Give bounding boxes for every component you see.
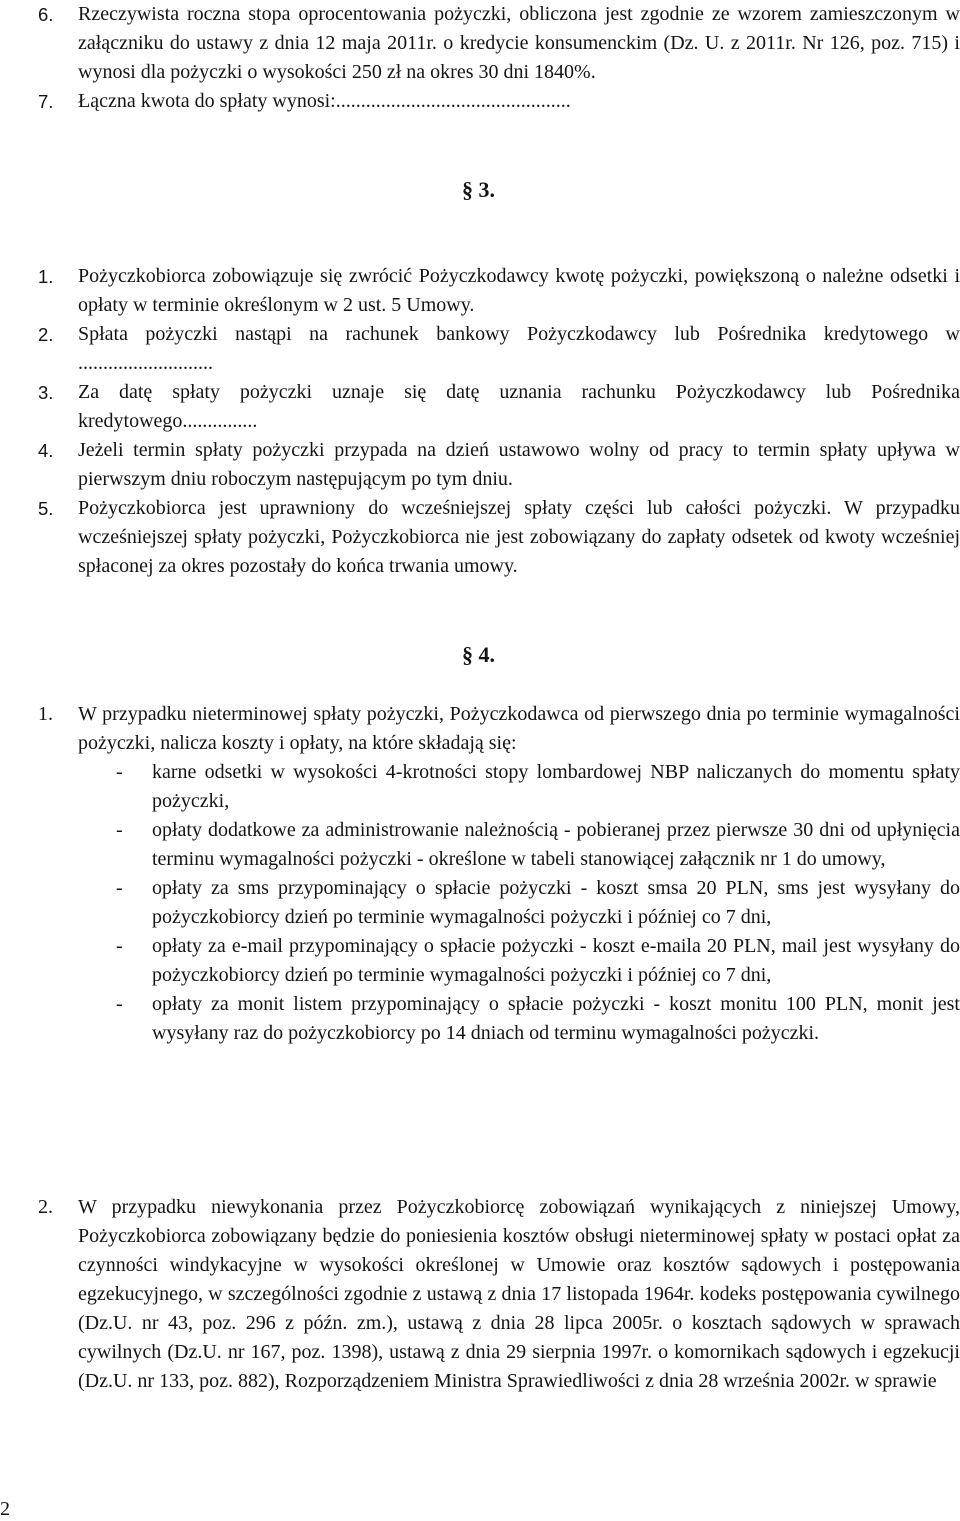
- list-dash: -: [116, 935, 123, 957]
- list-dash: -: [116, 993, 123, 1015]
- item-text: Łączna kwota do spłaty wynosi:...............................................: [78, 90, 571, 112]
- fee-list: [116, 758, 960, 1048]
- item-text: Rzeczywista roczna stopa oprocentowania pożyczki, obliczona jest zgodnie ze wzorem zamieszczonym w załączniku do ustawy z dnia 12 maja 2011r. o kredycie konsumenckim (Dz. U. z 2011r. Nr 126, poz. 715) i wynosi dla pożyczki o wysokości 250 zł na okres 30 dni 1840%.: [78, 3, 960, 83]
- item-number: 5.: [38, 498, 54, 519]
- item-number: 1.: [38, 703, 53, 725]
- item-number: 2.: [38, 324, 54, 345]
- item-number: 4.: [38, 440, 54, 461]
- item-text: Jeżeli termin spłaty pożyczki przypada na dzień ustawowo wolny od pracy to termin spłaty upływa w pierwszym dniu roboczym następującym po tym dniu.: [78, 439, 960, 490]
- list-item-text: karne odsetki w wysokości 4-krotności stopy lombardowej NBP naliczanych do momentu spłaty pożyczki,: [152, 761, 960, 812]
- list-dash: -: [116, 761, 123, 783]
- list-item: [116, 874, 960, 932]
- section-heading-3: § 3.: [462, 177, 495, 202]
- item-text: W przypadku niewykonania przez Pożyczkobiorcę zobowiązań wynikających z niniejszej Umowy, Pożyczkobiorca zobowiązany będzie do poniesienia kosztów obsługi nieterminowej spłaty w postaci opłat za czynności windykacyjne w wysokości określonej w Umowie oraz kosztów sądowych i postępowania egzekucyjnego, w szczególności zgodnie z ustawą z dnia 17 listopada 1964r. kodeks postępowania cywilnego (Dz.U. nr 43, poz. 296 z późn. zm.), ustawą z dnia 28 lipca 2005r. o kosztach sądowych w sprawach cywilnych (Dz.U. nr 167, poz. 1398), ustawą z dnia 29 sierpnia 1997r. o komornikach sądowych i egzekucji (Dz.U. nr 133, poz. 882), Rozporządzeniem Ministra Sprawiedliwości z dnia 28 września 2002r. w sprawie: [78, 1196, 960, 1392]
- item-number: 3.: [38, 382, 54, 403]
- list-item-text: opłaty za e-mail przypominający o spłacie pożyczki - koszt e-maila 20 PLN, mail jest wysyłany do pożyczkobiorcy dzień po terminie wymagalności pożyczki i później co 7 dni,: [152, 935, 960, 986]
- item-number: 1.: [38, 266, 54, 287]
- item-text: W przypadku nieterminowej spłaty pożyczki, Pożyczkodawca od pierwszego dnia po terminie wymagalności pożyczki, nalicza koszty i opłaty, na które składają się:: [78, 703, 960, 754]
- section3-item-5: [38, 494, 960, 581]
- item-text: Pożyczkobiorca zobowiązuje się zwrócić Pożyczkodawcy kwotę pożyczki, powiększoną o należne odsetki i opłaty w terminie określonym w 2 ust. 5 Umowy.: [78, 265, 960, 316]
- list-item: [116, 816, 960, 874]
- section3-item-3: [38, 378, 960, 436]
- paragraph-item-7: [38, 87, 960, 116]
- section4-item-1: [38, 700, 960, 758]
- item-text: Pożyczkobiorca jest uprawniony do wcześniejszej spłaty części lub całości pożyczki. W przypadku wcześniejszej spłaty pożyczki, Pożyczkobiorca nie jest zobowiązany do zapłaty odsetek od kwoty wcześniej spłaconej za okres pozostały do końca trwania umowy.: [78, 497, 960, 577]
- list-item-text: opłaty za monit listem przypominający o spłacie pożyczki - koszt monitu 100 PLN, monit jest wysyłany raz do pożyczkobiorcy po 14 dniach od terminu wymagalności pożyczki.: [152, 993, 960, 1044]
- page-number: 2: [0, 1498, 10, 1520]
- list-item: [116, 932, 960, 990]
- section4-item-2: [38, 1193, 960, 1396]
- item-text: Za datę spłaty pożyczki uznaje się datę uznania rachunku Pożyczkodawcy lub Pośrednika kredytowego...............: [78, 381, 960, 432]
- list-item-text: opłaty dodatkowe za administrowanie należnością - pobieranej przez pierwsze 30 dni od upłynięcia terminu wymagalności pożyczki - określone w tabeli stanowiącej załącznik nr 1 do umowy,: [152, 819, 960, 870]
- section3-item-2: [38, 320, 960, 378]
- section-heading-4: § 4.: [462, 642, 495, 667]
- item-number: 2.: [38, 1196, 53, 1218]
- paragraph-item-6: [38, 0, 960, 87]
- item-text: Spłata pożyczki nastąpi na rachunek bankowy Pożyczkodawcy lub Pośrednika kredytowego w ...........................: [78, 323, 960, 374]
- list-dash: -: [116, 877, 123, 899]
- item-number: 7.: [38, 91, 54, 112]
- section3-item-1: [38, 262, 960, 320]
- list-item: [116, 758, 960, 816]
- list-dash: -: [116, 819, 123, 841]
- section3-item-4: [38, 436, 960, 494]
- item-number: 6.: [38, 4, 54, 25]
- list-item: [116, 990, 960, 1048]
- list-item-text: opłaty za sms przypominający o spłacie pożyczki - koszt smsa 20 PLN, sms jest wysyłany do pożyczkobiorcy dzień po terminie wymagalności pożyczki i później co 7 dni,: [152, 877, 960, 928]
